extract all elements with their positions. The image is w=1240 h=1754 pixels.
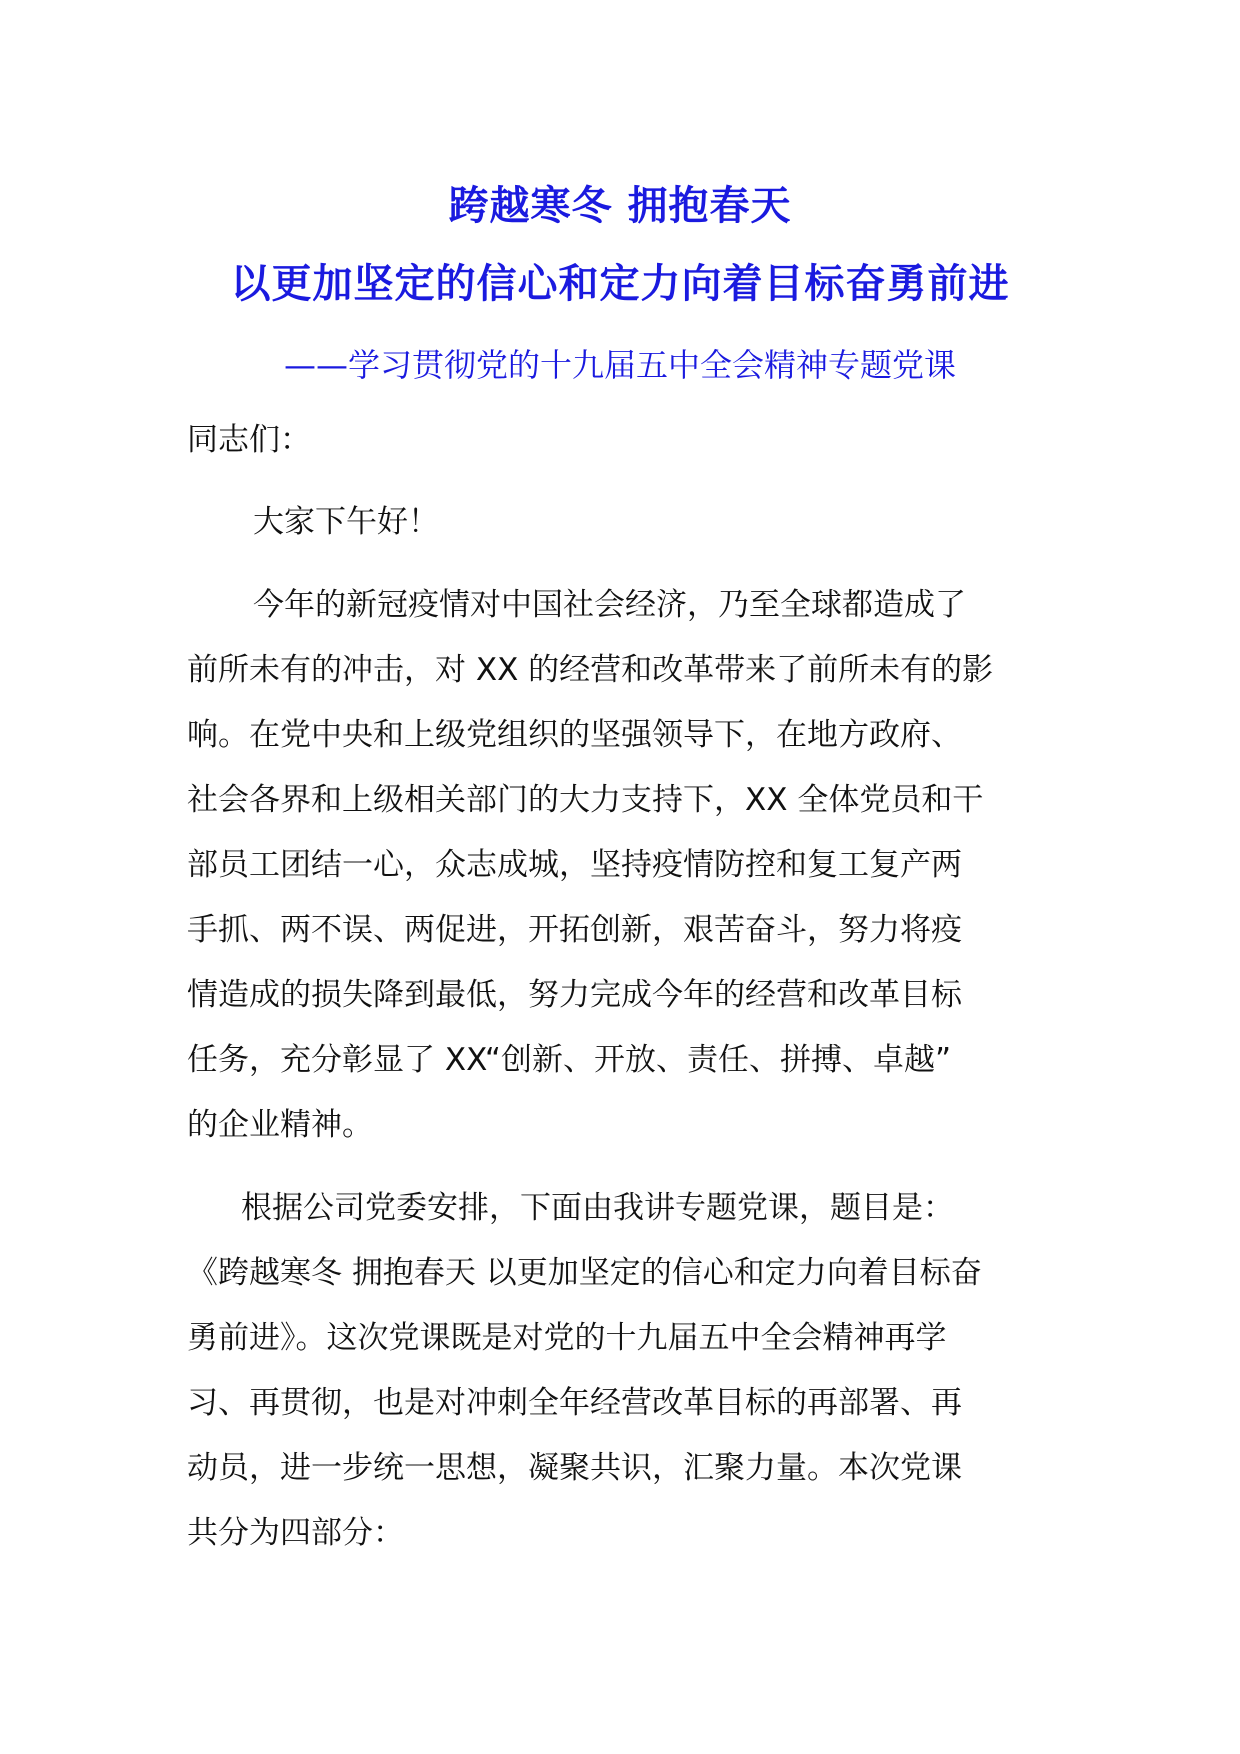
paragraph-line: 根据公司党委安排，下面由我讲专题党课，题目是： [241, 1190, 954, 1226]
paragraph-line: 手抓、两不误、两促进，开拓创新，艰苦奋斗，努力将疫 [187, 912, 962, 948]
subtitle: ——学习贯彻党的十九届五中全会精神专题党课 [283, 346, 956, 384]
greeting-text: 大家下午好！ [253, 504, 439, 540]
paragraph-line: 动员，进一步统一思想，凝聚共识，汇聚力量。本次党课 [187, 1450, 962, 1486]
paragraph-line: 习、再贯彻，也是对冲刺全年经营改革目标的再部署、再 [187, 1385, 962, 1421]
paragraph-line: 今年的新冠疫情对中国社会经济，乃至全球都造成了 [253, 587, 966, 623]
paragraph-line: 前所未有的冲击，对 XX 的经营和改革带来了前所未有的影 [187, 652, 994, 688]
paragraph-line: 勇前进》。这次党课既是对党的十九届五中全会精神再学 [187, 1320, 947, 1356]
paragraph-line: 情造成的损失降到最低，努力完成今年的经营和改革目标 [187, 977, 962, 1013]
paragraph-line: 响。在党中央和上级党组织的坚强领导下，在地方政府、 [187, 717, 962, 753]
paragraph-line: 社会各界和上级相关部门的大力支持下，XX 全体党员和干 [187, 782, 984, 818]
title-line-1: 跨越寒冬 拥抱春天 [448, 183, 792, 229]
paragraph-line: 的企业精神。 [187, 1107, 373, 1143]
paragraph-line: 部员工团结一心，众志成城，坚持疫情防控和复工复产两 [187, 847, 962, 883]
salutation-text: 同志们： [187, 422, 311, 458]
title-line-2: 以更加坚定的信心和定力向着目标奋勇前进 [230, 261, 1010, 307]
paragraph-line: 共分为四部分： [187, 1515, 404, 1551]
paragraph-line: 任务，充分彰显了 XX“创新、开放、责任、拼搏、卓越” [187, 1042, 952, 1078]
paragraph-line: 《跨越寒冬 拥抱春天 以更加坚定的信心和定力向着目标奋 [187, 1255, 982, 1291]
